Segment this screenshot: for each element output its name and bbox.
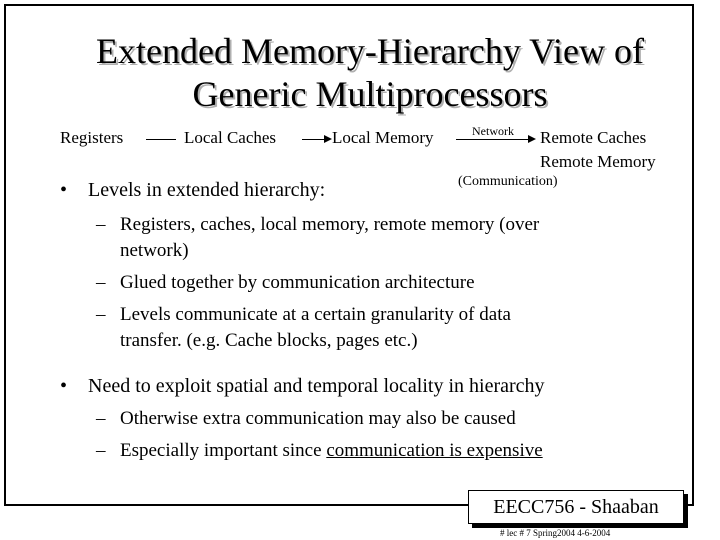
hier-local-caches: Local Caches: [184, 128, 277, 147]
slide-title: [0, 30, 720, 116]
footer-lecture-info: # lec # 7 Spring2004 4-6-2004: [500, 528, 611, 538]
underlined-phrase: communication is expensive: [326, 440, 543, 461]
hier-remote-caches: Remote Caches: [540, 128, 647, 147]
dash: –: [96, 214, 106, 235]
dash: –: [96, 408, 106, 429]
hier-remote-memory: Remote Memory: [540, 152, 656, 171]
title-line-1: Extended Memory-Hierarchy View of: [96, 31, 644, 71]
sub-locality-1: – Otherwise extra communication may also be caused: [96, 406, 516, 432]
bullet-dot: •: [60, 179, 68, 201]
course-badge: EECC756 - Shaaban: [468, 490, 684, 524]
arrow-registers-to-caches: [146, 139, 176, 140]
arrow-caches-to-memory: [302, 139, 330, 140]
dash: –: [96, 440, 106, 461]
bullet-levels-text: Levels in extended hierarchy:: [88, 179, 326, 201]
bullet-levels: [60, 178, 325, 202]
bullet-locality-text: Need to exploit spatial and temporal locality in hierarchy: [88, 375, 545, 397]
dash: –: [96, 304, 106, 325]
arrow-network: [456, 139, 534, 140]
bullet-dot: •: [60, 375, 68, 397]
hier-local-memory: Local Memory: [332, 128, 434, 147]
hier-registers: Registers: [60, 128, 124, 147]
sub-levels-1: – Registers, caches, local memory, remote memory (over network): [96, 214, 540, 261]
dash: –: [96, 272, 106, 293]
hier-communication: (Communication): [458, 174, 558, 189]
bullet-locality: [60, 374, 545, 398]
sub-levels-2: – Glued together by communication architecture: [96, 270, 475, 296]
hier-network-label: Network: [472, 124, 514, 138]
title-line-2: Generic Multiprocessors: [192, 74, 548, 114]
sub-locality-2: – Especially important since communication is expensive: [96, 438, 543, 464]
sub-levels-3: – Levels communicate at a certain granularity of data transfer. (e.g. Cache blocks, pages etc.): [96, 304, 511, 351]
